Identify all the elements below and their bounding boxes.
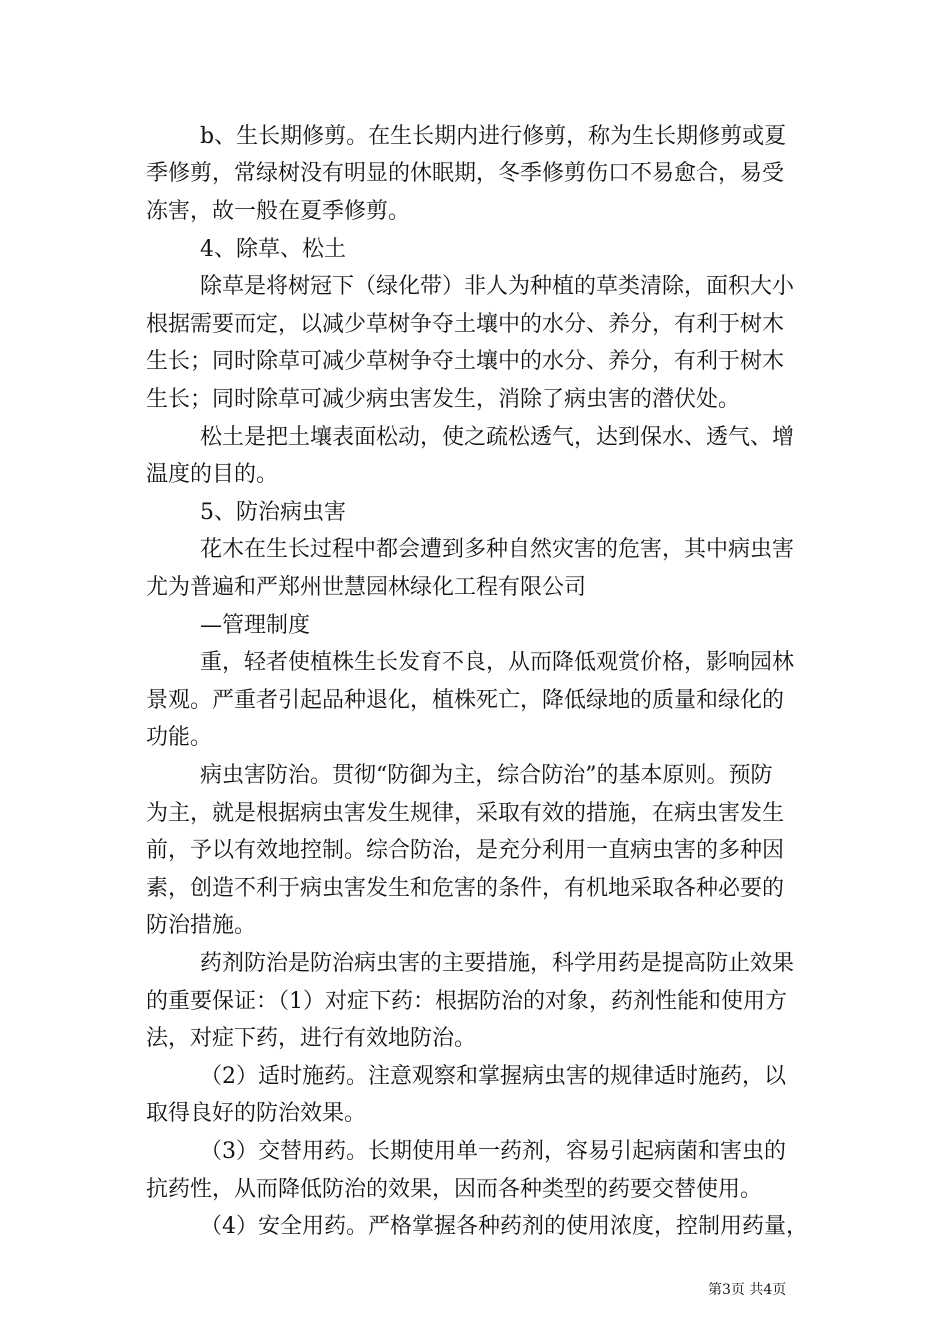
section-heading: 4、除草、松土 — [200, 237, 346, 262]
text-line: 尤为普遍和严郑州世慧园林绿化工程有限公司 — [146, 575, 587, 600]
text-line: 生长；同时除草可减少草树争夺土壤中的水分、养分，有利于树木 — [146, 349, 785, 374]
text-line: 生长；同时除草可减少病虫害发生，消除了病虫害的潜伏处。 — [146, 387, 741, 412]
text-line: —管理制度 — [200, 613, 311, 638]
text-line: 温度的目的。 — [146, 462, 279, 487]
text-line: （3）交替用药。长期使用单一药剂，容易引起病菌和害虫的 — [200, 1139, 786, 1164]
text-line: 功能。 — [146, 725, 213, 750]
text-line: （2）适时施药。注意观察和掌握病虫害的规律适时施药，以 — [200, 1064, 786, 1089]
text-line: （4）安全用药。严格掌握各种药剂的使用浓度，控制用药量， — [200, 1214, 808, 1239]
text-line: 抗药性，从而降低防治的效果，因而各种类型的药要交替使用。 — [146, 1177, 763, 1202]
text-line: 松土是把土壤表面松动，使之疏松透气，达到保水、透气、增 — [200, 425, 795, 450]
text-line: 花木在生长过程中都会遭到多种自然灾害的危害，其中病虫害 — [200, 537, 795, 562]
text-line: 前，予以有效地控制。综合防治，是充分利用一直病虫害的多种因 — [146, 838, 785, 863]
text-line: 防治措施。 — [146, 913, 257, 938]
text-line: 素，创造不利于病虫害发生和危害的条件，有机地采取各种必要的 — [146, 876, 785, 901]
text-line: 的重要保证：（1）对症下药：根据防治的对象，药剂性能和使用方 — [146, 989, 787, 1014]
text-line: 根据需要而定，以减少草树争夺土壤中的水分、养分，有利于树木 — [146, 312, 785, 337]
text-line: 取得良好的防治效果。 — [146, 1101, 367, 1126]
text-line: 法，对症下药，进行有效地防治。 — [146, 1026, 477, 1051]
section-heading: 5、防治病虫害 — [200, 500, 346, 525]
text-line: b、生长期修剪。在生长期内进行修剪，称为生长期修剪或夏 — [200, 124, 787, 149]
text-line: 病虫害防治。贯彻“防御为主，综合防治”的基本原则。预防 — [200, 763, 773, 788]
text-line: 季修剪，常绿树没有明显的休眠期，冬季修剪伤口不易愈合，易受 — [146, 161, 785, 186]
text-line: 景观。严重者引起品种退化，植株死亡，降低绿地的质量和绿化的 — [146, 688, 785, 713]
text-line: 除草是将树冠下（绿化带）非人为种植的草类清除，面积大小 — [200, 274, 795, 299]
page-number: 第3页 共4页 — [708, 1282, 787, 1298]
text-line: 药剂防治是防治病虫害的主要措施，科学用药是提高防止效果 — [200, 951, 795, 976]
text-line: 冻害，故一般在夏季修剪。 — [146, 199, 411, 224]
text-line: 重，轻者使植株生长发育不良，从而降低观赏价格，影响园林 — [200, 650, 795, 675]
text-line: 为主，就是根据病虫害发生规律，采取有效的措施，在病虫害发生 — [146, 801, 785, 826]
